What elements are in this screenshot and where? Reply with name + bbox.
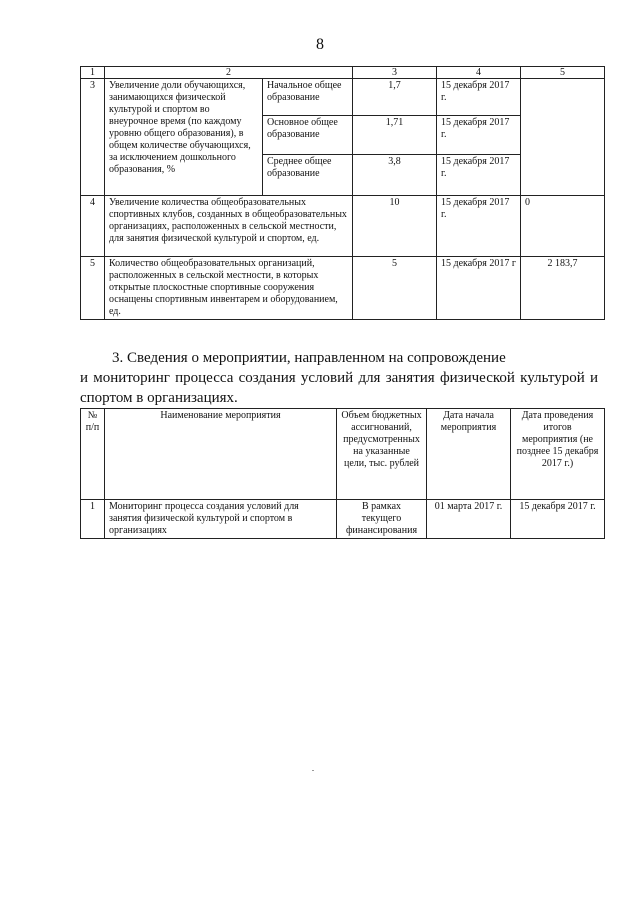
section-heading	[80, 348, 598, 408]
activity-start-date: 01 марта 2017 г.	[427, 500, 511, 539]
table-row	[81, 196, 605, 257]
section-heading-line1: 3. Сведения о мероприятии, направленном на сопровождение	[112, 350, 506, 366]
row-number: 1	[81, 500, 105, 539]
header-budget: Объем бюджетных ассигнований, предусмотренных на указанные цели, тыс. рублей	[337, 409, 427, 500]
activity-end-date: 15 декабря 2017 г.	[511, 500, 605, 539]
indicator-value: 5	[353, 257, 437, 320]
row-number: 5	[81, 257, 105, 320]
indicators-table	[80, 66, 605, 320]
table-row	[81, 500, 605, 539]
indicator-value: 10	[353, 196, 437, 257]
header-cell: 3	[353, 67, 437, 79]
indicator-value: 3,8	[353, 155, 437, 196]
deadline-date: 15 декабря 2017 г.	[437, 155, 521, 196]
header-cell: 2	[105, 67, 353, 79]
deadline-date: 15 декабря 2017 г	[437, 257, 521, 320]
indicator-name: Количество общеобразовательных организаций, расположенных в сельской местности, в которых открытые плоскостные спортивные сооружения оснащены спортивным инвентарем и оборудованием, ед.	[105, 257, 353, 320]
empty-cell	[521, 79, 605, 196]
header-end-date: Дата проведения итогов мероприятия (не позднее 15 декабря 2017 г.)	[511, 409, 605, 500]
scan-speck	[312, 770, 314, 771]
header-cell: 4	[437, 67, 521, 79]
header-start-date: Дата начала мероприятия	[427, 409, 511, 500]
header-cell: 1	[81, 67, 105, 79]
education-level: Основное общее образование	[263, 116, 353, 155]
deadline-date: 15 декабря 2017 г.	[437, 79, 521, 116]
page-number: 8	[316, 36, 324, 53]
indicator-name: Увеличение количества общеобразовательных спортивных клубов, созданных в общеобразовательных организациях, расположенных в сельской местности, для занятия физической культурой и спортом, ед.	[105, 196, 353, 257]
education-level: Среднее общее образование	[263, 155, 353, 196]
header-activity-name: Наименование мероприятия	[105, 409, 337, 500]
table-row	[81, 79, 605, 116]
indicator-name: Увеличение доли обучающихся, занимающихся физической культурой и спортом во внеурочное время (по каждому уровню общего образования), в общем количестве обучающихся, за исключением дошкольного образования, %	[105, 79, 263, 196]
funding-value: 0	[521, 196, 605, 257]
activity-name: Мониторинг процесса создания условий для занятия физической культурой и спортом в организациях	[105, 500, 337, 539]
activity-table	[80, 408, 605, 539]
header-cell: 5	[521, 67, 605, 79]
table-header-row	[81, 409, 605, 500]
deadline-date: 15 декабря 2017 г.	[437, 116, 521, 155]
section-heading-rest: и мониторинг процесса создания условий для занятия физической культурой и спортом в организациях.	[80, 370, 598, 406]
indicator-value: 1,7	[353, 79, 437, 116]
funding-value: 2 183,7	[521, 257, 605, 320]
deadline-date: 15 декабря 2017 г.	[437, 196, 521, 257]
education-level: Начальное общее образование	[263, 79, 353, 116]
row-number: 4	[81, 196, 105, 257]
row-number: 3	[81, 79, 105, 196]
header-number: № п/п	[81, 409, 105, 500]
table-header-row	[81, 67, 605, 79]
table-row	[81, 257, 605, 320]
activity-budget: В рамках текущего финансирования	[337, 500, 427, 539]
indicator-value: 1,71	[353, 116, 437, 155]
